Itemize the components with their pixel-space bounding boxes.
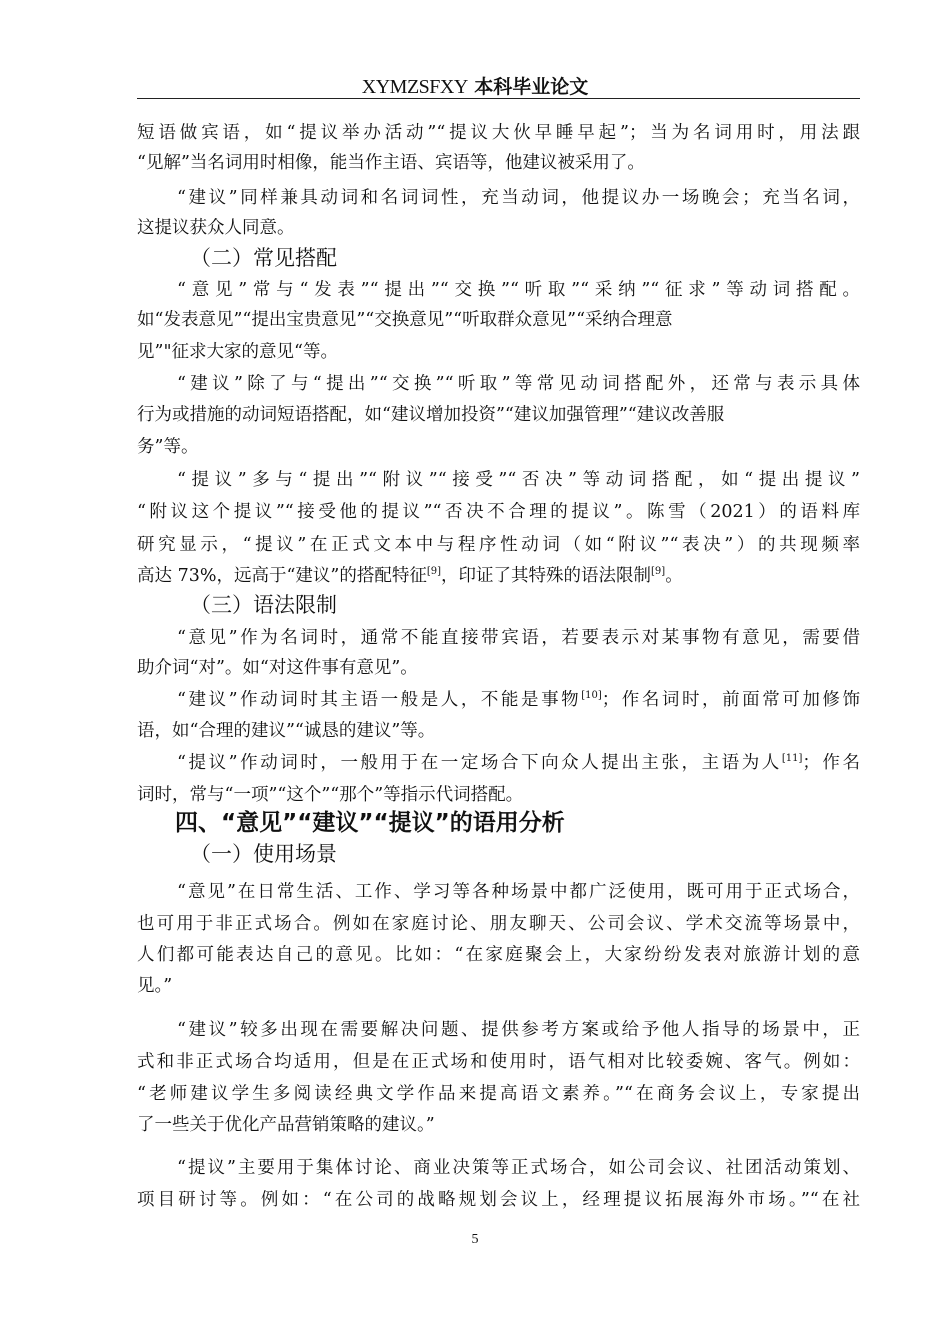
text-segment: “附议这个提议”“接受他的提议”“否决不合理的提议”。陈雪（2021）的语料库 — [137, 502, 860, 522]
text-segment: “见解”当名词用时相像，能当作主语、宾语等，他建议被采用了。 — [137, 153, 645, 173]
text-segment: （二）常见搭配 — [190, 246, 337, 270]
text-segment: “建议”较多出现在需要解决问题、提供参考方案或给予他人指导的场景中，正 — [177, 1020, 860, 1040]
text-line — [177, 373, 860, 395]
text-segment: 词时，常与“一项”“这个”“那个”等指示代词搭配。 — [137, 785, 524, 805]
text-segment: 语，如“合理的建议”“诚恳的建议”等。 — [137, 721, 436, 741]
text-segment: “建议”作动词时其主语一般是人，不能是事物 — [177, 690, 582, 710]
subsection-heading — [190, 843, 337, 865]
citation-superscript: [9] — [426, 566, 442, 577]
header-chinese: 本科毕业论文 — [474, 76, 589, 98]
text-line — [137, 657, 418, 679]
text-segment: 这提议获众人同意。 — [137, 218, 295, 238]
text-segment: 务”等。 — [137, 437, 199, 457]
text-line — [137, 534, 860, 556]
text-segment: 见”"征求大家的意见“等。 — [137, 342, 338, 362]
text-segment: “意见”作为名词时，通常不能直接带宾语，若要表示对某事物有意见，需要借 — [177, 628, 860, 648]
text-line — [177, 627, 860, 649]
text-line — [177, 881, 860, 903]
text-segment: 行为或措施的动词短语搭配，如“建议增加投资”“建议加强管理”“建议改善服 — [137, 405, 725, 425]
text-segment: 四、“意见”“建议”“提议”的语用分析 — [175, 810, 565, 836]
text-segment: 也可用于非正式场合。例如在家庭讨论、朋友聊天、公司会议、学术交流等场景中， — [137, 914, 860, 934]
text-segment: 助介词“对”。如“对这件事有意见”。 — [137, 658, 418, 678]
subsection-heading — [190, 247, 337, 269]
text-line — [137, 565, 683, 587]
page-number: 5 — [471, 1232, 479, 1247]
text-segment: 短语做宾语，如“提议举办活动”“提议大伙早睡早起”；当为名词用时，用法跟 — [137, 123, 860, 143]
citation-superscript: [11] — [781, 753, 803, 764]
text-line — [137, 944, 860, 966]
text-segment: （一）使用场景 — [190, 842, 337, 866]
text-segment: “意见”常与“发表”“提出”“交换”“听取”“采纳”“征求”等动词搭配。 — [177, 280, 860, 300]
subsection-heading — [190, 594, 337, 616]
text-line — [137, 1189, 860, 1211]
text-segment: （三）语法限制 — [190, 593, 337, 617]
text-segment: “老师建议学生多阅读经典文学作品来提高语文素养。”“在商务会议上，专家提出 — [137, 1084, 860, 1104]
text-segment: “提议”作动词时，一般用于在一定场合下向众人提出主张，主语为人 — [177, 753, 782, 773]
text-line — [137, 720, 435, 742]
text-line — [177, 689, 860, 711]
text-line — [137, 975, 172, 997]
text-line — [137, 1051, 860, 1073]
text-segment: “建议”除了与“提出”“交换”“听取”等常见动词搭配外，还常与表示具体 — [177, 374, 860, 394]
text-line — [137, 436, 198, 458]
text-line — [137, 913, 860, 935]
text-line — [137, 1114, 435, 1136]
text-line — [137, 341, 338, 363]
text-line — [137, 784, 523, 806]
text-segment: 式和非正式场合均适用，但是在正式场和使用时，语气相对比较委婉、客气。例如： — [137, 1052, 860, 1072]
text-line — [177, 1157, 860, 1179]
text-line — [137, 152, 645, 174]
text-line — [137, 1083, 860, 1105]
text-segment: “建议”同样兼具动词和名词词性，充当动词，他提议办一场晚会；充当名词， — [177, 188, 860, 208]
text-line — [177, 187, 860, 209]
text-segment: 了一些关于优化产品营销策略的建议。” — [137, 1115, 435, 1135]
citation-superscript: [10] — [581, 690, 602, 701]
text-line — [137, 122, 860, 144]
text-line — [177, 1019, 860, 1041]
text-segment: ，印证了其特殊的语法限制 — [441, 566, 652, 586]
text-segment: 如“发表意见”“提出宝贵意见”“交换意见”“听取群众意见”“采纳合理意 — [137, 310, 673, 330]
text-line — [137, 501, 860, 523]
text-segment: 研究显示，“提议”在正式文本中与程序性动词（如“附议”“表决”）的共现频率 — [137, 535, 860, 555]
header-rule — [137, 98, 860, 99]
text-segment: 项目研讨等。例如：“在公司的战略规划会议上，经理提议拓展海外市场。”“在社 — [137, 1190, 860, 1210]
text-segment: 人们都可能表达自己的意见。比如：“在家庭聚会上，大家纷纷发表对旅游计划的意 — [137, 945, 860, 965]
text-line — [177, 469, 860, 491]
text-segment: “意见”在日常生活、工作、学习等各种场景中都广泛使用，既可用于正式场合， — [177, 882, 860, 902]
text-segment: 见。” — [137, 976, 173, 996]
text-segment: “提议”多与“提出”“附议”“接受”“否决”等动词搭配，如“提出提议” — [177, 470, 860, 490]
text-segment: 。 — [665, 566, 683, 586]
text-line — [137, 404, 724, 426]
text-line — [177, 752, 860, 774]
text-segment: “提议”主要用于集体讨论、商业决策等正式场合，如公司会议、社团活动策划、 — [177, 1158, 860, 1178]
citation-superscript: [9] — [651, 566, 666, 577]
running-header — [0, 72, 950, 99]
text-segment: 高达 73%，远高于“建议”的搭配特征 — [137, 566, 427, 586]
text-segment: ；作名词时，前面常可加修饰 — [601, 690, 860, 710]
section-heading — [175, 812, 565, 834]
text-line — [137, 309, 673, 331]
header-latin: XYMZSFXY — [361, 76, 468, 98]
text-segment: ；作名 — [802, 753, 860, 773]
text-line — [177, 279, 860, 301]
text-line — [137, 217, 295, 239]
